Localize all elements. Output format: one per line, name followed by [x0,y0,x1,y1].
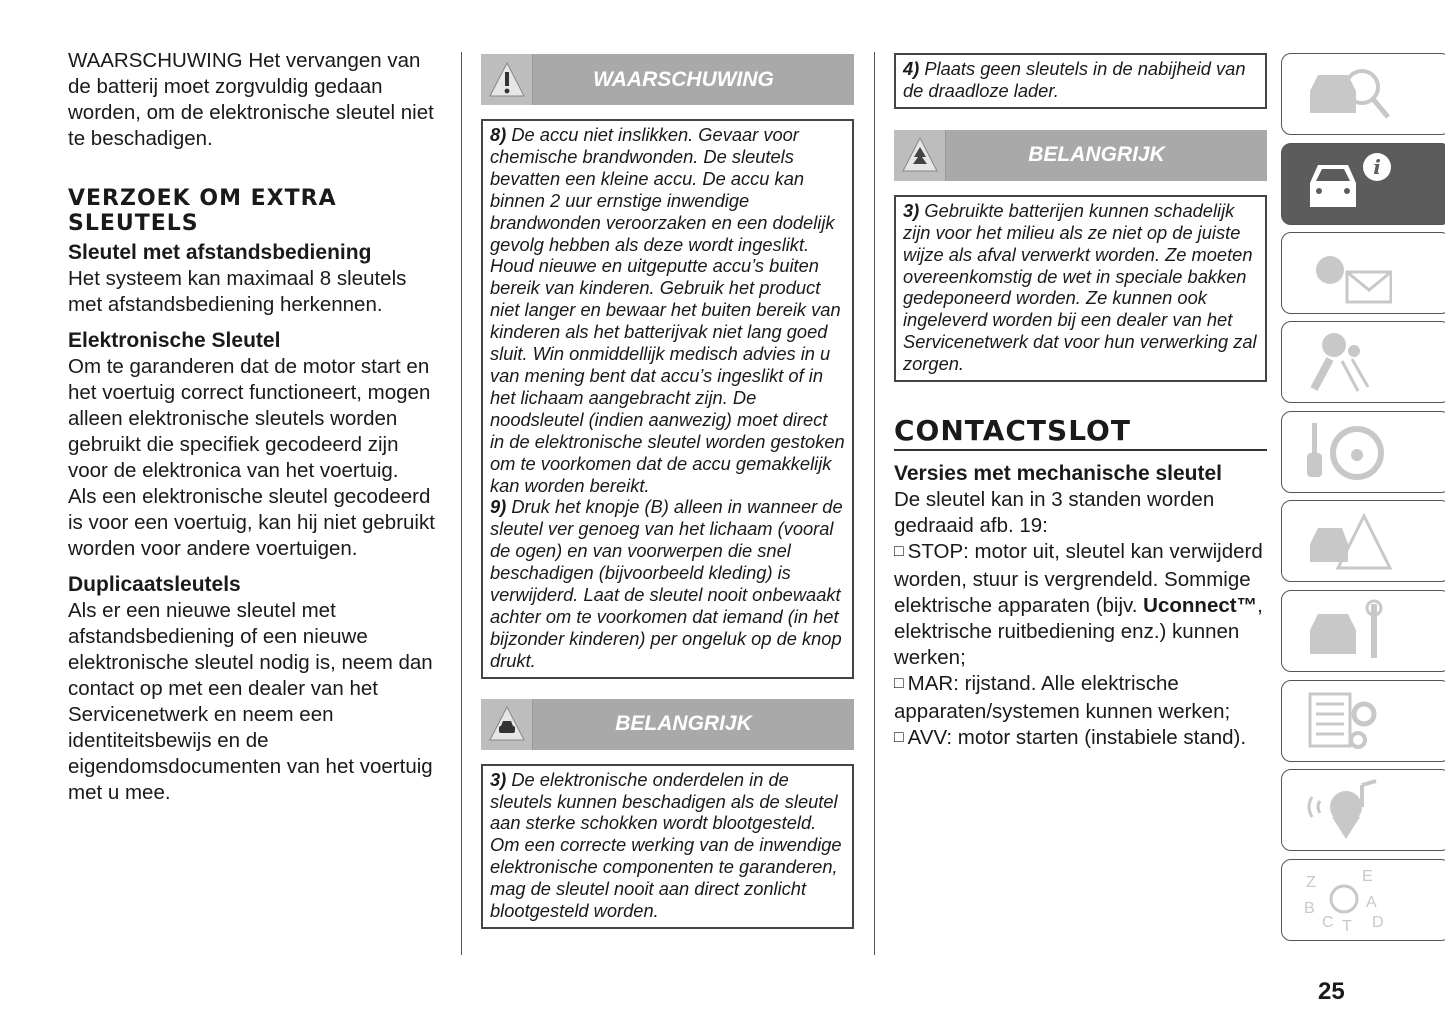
important-3 [903,200,1258,375]
warning-header [481,54,854,105]
section-remote-key [68,240,436,318]
important-box [894,195,1267,382]
column-divider [461,52,462,955]
warning-9 [490,496,845,671]
warning-triangle-icon [481,54,533,105]
car-search-icon [1302,61,1392,127]
car-warning-triangle-icon [1302,508,1392,574]
important-header [894,130,1267,181]
svg-text:ZEBACTD: Z E B A C T D [1304,868,1384,933]
tab-technical-data[interactable] [1281,680,1445,762]
page-number: 25 [1318,978,1345,1005]
tab-multimedia[interactable] [1281,769,1445,851]
right-column [894,53,1267,753]
middle-column [481,54,854,929]
paragraph: Om te garanderen dat de motor start en het voertuig correct functioneert, mogen alleen elektronische sleutels worden gebruikt die specifiek gecodeerd zijn voor de elektronica van het voertuig. [68,355,431,482]
important-title: BELANGRIJK [1028,143,1165,167]
uconnect-label: Uconnect™ [1143,594,1258,618]
car-triangle-icon [481,699,533,750]
position-mar: □ MAR: rijstand. Alle elektrische apparaten/systemen kunnen werken; [894,671,1267,725]
warning-light-message-icon [1302,240,1392,306]
index-az-icon [1302,867,1392,933]
note-text: Plaats geen sleutels in de nabijheid van de draadloze lader. [903,58,1246,101]
section-electronic-key [68,328,436,562]
multimedia-icon [1302,777,1392,843]
paragraph: Als er een nieuwe sleutel met afstandsbediening of een nieuwe elektronische sleutel nodig is, neem dan contact op met een dealer van het Servicenetwerk en neem een identiteitsbewijs en de eigendomsdocumenten van het voertuig met u mee. [68,599,433,804]
text: , elektrische ruitbediening enz.) kunnen werken; [894,594,1263,670]
note-text: Druk het knopje (B) alleen in wanneer de sleutel ver genoeg van het lichaam (vooral de ogen) en van voorwerpen die snel beschadigen (bijvoorbeeld kleding) is verwijderd. Laat de sleutel nooit onbewaakt achter om te voorkomen dat iemand (in het bijzonder kinderen) per ongeluk op de knop drukt. [490,496,843,671]
tab-index[interactable] [1281,859,1445,941]
mechanical-key-subheading: Versies met mechanische sleutel [894,462,1223,486]
key-steering-wheel-icon [1302,419,1392,485]
paragraph: De sleutel kan in 3 standen worden gedraaid afb. 19: [894,488,1215,538]
note-text: De elektronische onderdelen in de sleutels kunnen beschadigen als de sleutel aan sterke schokken wordt blootgesteld. Om een correcte werking van de inwendige elektronische componenten te garanderen, mag de sleutel nooit aan direct zonlicht blootgesteld worden. [490,768,842,922]
text: STOP: motor uit, sleutel kan verwijderd worden, stuur is vergrendeld. Sommige elektrische apparaten (bijv. [894,540,1263,618]
tab-safety[interactable] [1281,321,1445,403]
note-text: Gebruikte batterijen kunnen schadelijk zijn voor het milieu als ze niet op de juiste wijze als afval verwerkt worden. Ze moeten overeenkomstig de wet in speciale bakken gedeponeerd worden. Ze kunnen ook ingeleverd worden bij een dealer van het Servicenetwerk dat voor hun verwerking zal zorgen. [903,199,1257,375]
important-header [481,699,854,750]
note-text: De accu niet inslikken. Gevaar voor chemische brandwonden. De sleutels bevatten een kleine accu. De accu kan binnen 2 uur ernstige inwendige brandwonden veroorzaken en een dodelijk gevolg hebben als deze wordt ingeslikt. Houd nieuwe en uitgeputte accu’s buiten bereik van kinderen. Gebruik het product niet langer en bewaar het buiten bereik van kinderen als het batterijvak niet lang goed sluit. Win onmiddellijk medisch advies in u van mening bent dat accu’s ingeslikt of in het lichaam aangebracht zijn. De noodsleutel (indien aanwezig) moet direct in de elektronische sleutel worden gestoken om te voorkomen dat de accu gemakkelijk kan worden bereikt. [490,124,845,496]
position-stop [894,539,1267,671]
position-avv: □ AVV: motor starten (instabiele stand). [894,725,1267,753]
warning-box-4 [894,53,1267,109]
svg-text:i: i [1373,155,1381,179]
tab-car-search[interactable] [1281,53,1445,135]
note-number: 3) [490,768,507,790]
tab-warning-lights[interactable] [1281,232,1445,314]
paragraph: Het systeem kan maximaal 8 sleutels met afstandsbediening herkennen. [68,267,407,316]
note-number: 9) [490,496,507,518]
extra-keys-heading: VERZOEK OM EXTRA SLEUTELS [68,186,337,236]
car-info-icon [1302,151,1392,217]
specs-gear-icon [1302,688,1392,754]
section-title: Elektronische Sleutel [68,329,281,352]
car-service-wrench-icon [1302,598,1392,664]
warning-8 [490,124,845,496]
ignition-heading: CONTACTSLOT [894,414,1267,451]
environment-tree-icon [894,130,946,181]
tab-maintenance[interactable] [1281,590,1445,672]
important-box [481,764,854,929]
warning-title: WAARSCHUWING [593,67,774,91]
note-number: 8) [490,124,507,145]
section-duplicate-keys [68,572,436,806]
column-divider [874,52,875,955]
tab-emergency[interactable] [1281,500,1445,582]
warning-4 [903,58,1258,102]
warning-box [481,119,854,679]
tab-starting-driving[interactable] [1281,411,1445,493]
paragraph: Als een elektronische sleutel gecodeerd is voor een voertuig, kan hij niet gebruikt worden voor andere voertuigen. [68,485,435,560]
left-column [68,48,436,806]
note-number: 4) [903,58,920,79]
note-number: 3) [903,199,920,221]
section-title: Duplicaatsleutels [68,573,241,596]
section-title: Sleutel met afstandsbediening [68,241,372,264]
important-title: BELANGRIJK [615,712,752,736]
battery-warning-text: WAARSCHUWING Het vervangen van de batterij moet zorgvuldig gedaan worden, om de elektronische sleutel niet te beschadigen. [68,49,434,150]
airbag-seat-icon [1302,329,1392,395]
important-3 [490,769,845,922]
tab-car-info[interactable] [1281,143,1445,225]
